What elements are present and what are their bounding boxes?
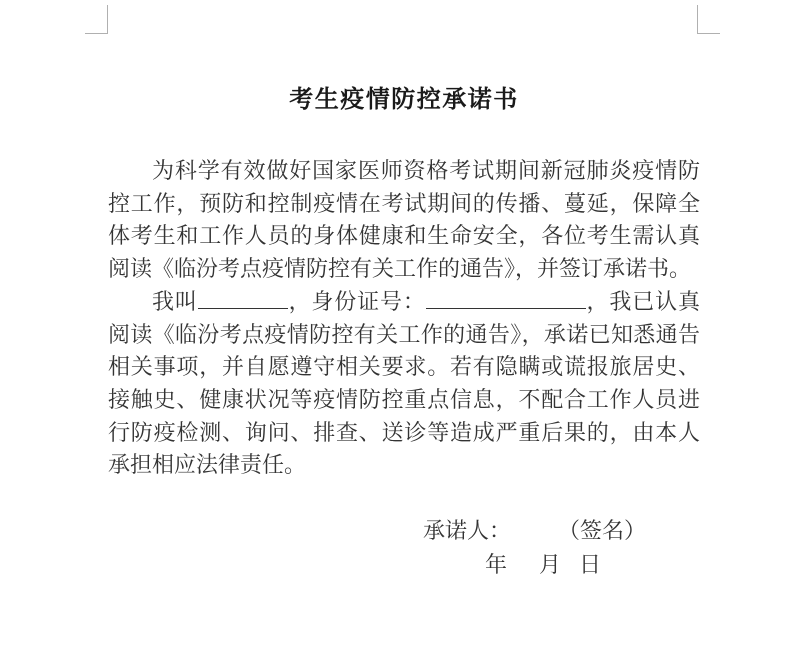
document-title: 考生疫情防控承诺书 xyxy=(289,87,519,113)
margin-crop-mark-top-left-icon xyxy=(85,5,108,34)
id-number-label: ，身份证号： xyxy=(287,288,426,314)
signatory-label: 承诺人： xyxy=(423,518,512,543)
date-year-label: 年 xyxy=(485,552,508,577)
paragraph-intro: 为科学有效做好国家医师资格考试期间新冠肺炎疫情防控工作，预防和控制疫情在考试期间的传播、蔓延，保障全体考生和工作人员的身体健康和生命安全，各位考生需认真阅读《临汾考点疫情防控有关工作的通告》，并签订承诺书。 xyxy=(108,158,700,282)
date-month-label: 月 xyxy=(539,552,562,577)
id-number-blank-line xyxy=(426,287,586,309)
name-blank-line xyxy=(198,287,288,309)
commitment-rest-text: ，我已认真阅读《临汾考点疫情防控有关工作的通告》，承诺已知悉通告相关事项，并自愿遵守相关要求。若有隐瞒或谎报旅居史、接触史、健康状况等疫情防控重点信息，不配合工作人员进行防疫检测、询问、排查、送诊等造成严重后果的，由本人承担相应法律责任。 xyxy=(108,288,700,478)
signature-hint: （签名） xyxy=(569,518,647,543)
margin-crop-mark-top-right-icon xyxy=(697,5,720,34)
date-row xyxy=(485,551,601,579)
paragraph-commitment xyxy=(108,286,700,482)
signature-row xyxy=(423,517,646,545)
commitment-lead-text: 我叫 xyxy=(152,288,198,314)
document-body xyxy=(108,155,700,482)
date-day-label: 日 xyxy=(579,552,602,577)
